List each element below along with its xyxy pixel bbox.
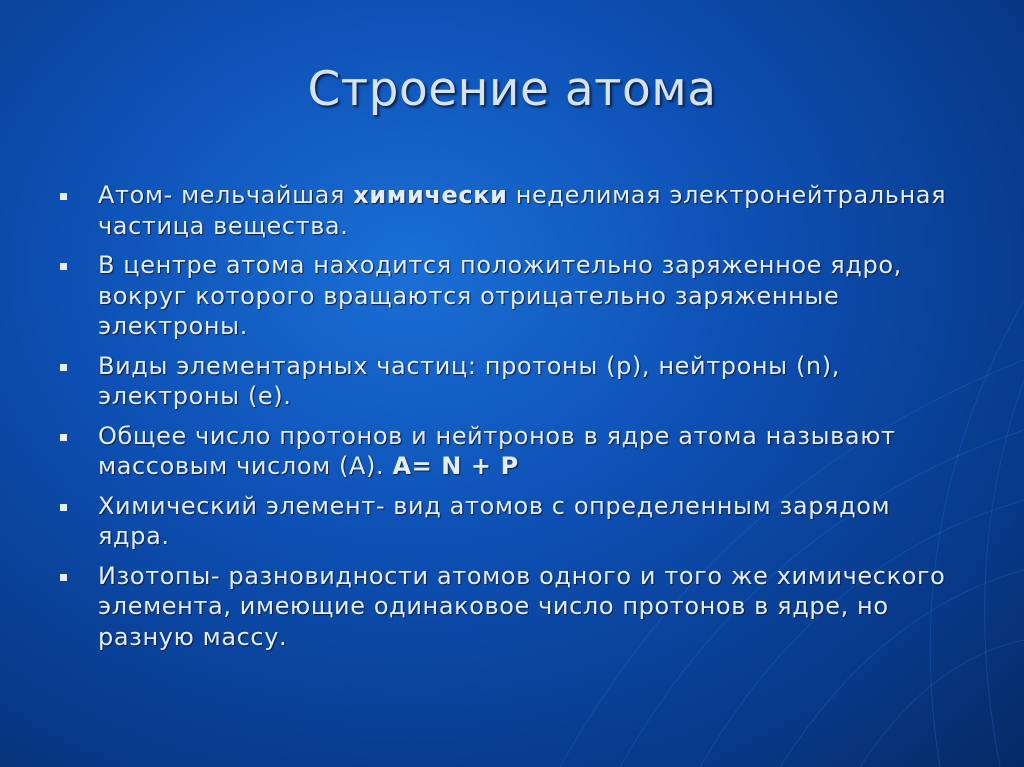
square-bullet-icon <box>60 504 67 511</box>
bullet-text-bold: химически <box>353 181 508 209</box>
bullet-text: Химический элемент- вид атомов с определенным зарядом ядра. <box>98 491 891 550</box>
square-bullet-icon <box>60 193 67 200</box>
list-item <box>58 421 958 482</box>
bullet-text-after: неделимая электронейтральная частица вещества. <box>98 181 947 240</box>
list-item <box>58 180 958 241</box>
list-item <box>58 250 958 342</box>
bullet-text: В центре атома находится положительно заряженное ядро, вокруг которого вращаются отрицательно заряженные электроны. <box>98 251 902 340</box>
list-item <box>58 351 958 412</box>
square-bullet-icon <box>60 574 67 581</box>
bullet-text-before: Общее число протонов и нейтронов в ядре атома называют массовым числом (А). <box>98 421 896 480</box>
bullet-text: Изотопы- разновидности атомов одного и того же химического элемента, имеющие одинаковое число протонов в ядре, но разную массу. <box>98 561 946 651</box>
bullet-list <box>58 180 958 661</box>
list-item <box>58 561 958 653</box>
bullet-text: Виды элементарных частиц: протоны (р), нейтроны (n), электроны (е). <box>98 351 840 410</box>
slide-title: Строение атома <box>307 62 717 117</box>
bullet-text-before: Атом- мельчайшая <box>98 181 354 209</box>
list-item <box>58 491 958 552</box>
square-bullet-icon <box>60 434 67 441</box>
mass-number-formula: А= N + P <box>392 452 519 480</box>
square-bullet-icon <box>60 263 67 270</box>
square-bullet-icon <box>60 364 67 371</box>
